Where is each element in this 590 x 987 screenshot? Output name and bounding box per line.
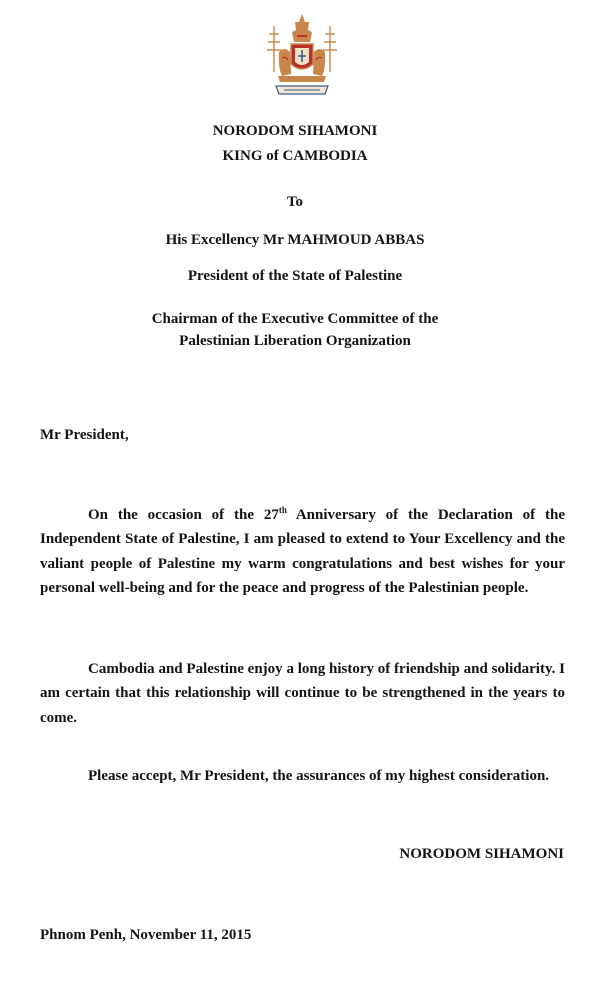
addressee-name: His Excellency Mr MAHMOUD ABBAS (165, 232, 425, 248)
body-paragraph-3: Please accept, Mr President, the assurances of my highest consideration. (88, 768, 550, 784)
sender-title: KING of CAMBODIA (222, 148, 368, 164)
body-paragraph-1 (40, 503, 565, 601)
body-paragraph-2: Cambodia and Palestine enjoy a long history of friendship and solidarity. I am certain that this relationship will continue to be strengthened in the years to come. (40, 661, 565, 726)
paragraph-1-after: Anniversary of the Declaration of the Independent State of Palestine, I am pleased to extend to Your Excellency and the valiant people of Palestine my warm congratulations and best wishes for your personal well-being and for the peace and progress of the Palestinian people. (40, 507, 565, 597)
salutation: Mr President, (40, 427, 129, 443)
addressee-title: President of the State of Palestine (187, 268, 403, 284)
to-label: To (286, 194, 304, 210)
place-and-date: Phnom Penh, November 11, 2015 (40, 927, 252, 943)
addressee-title-2-line-1: Chairman of the Executive Committee of the (151, 311, 439, 327)
signature-name: NORODOM SIHAMONI (399, 846, 564, 862)
paragraph-1-before: On the occasion of the 27 (88, 507, 279, 523)
addressee-title-2-line-2: Palestinian Liberation Organization (179, 333, 411, 349)
sender-name: NORODOM SIHAMONI (212, 123, 378, 139)
addressee-title-2 (0, 308, 590, 352)
royal-arms-of-cambodia-icon (264, 12, 340, 98)
ordinal-suffix: th (278, 505, 287, 515)
